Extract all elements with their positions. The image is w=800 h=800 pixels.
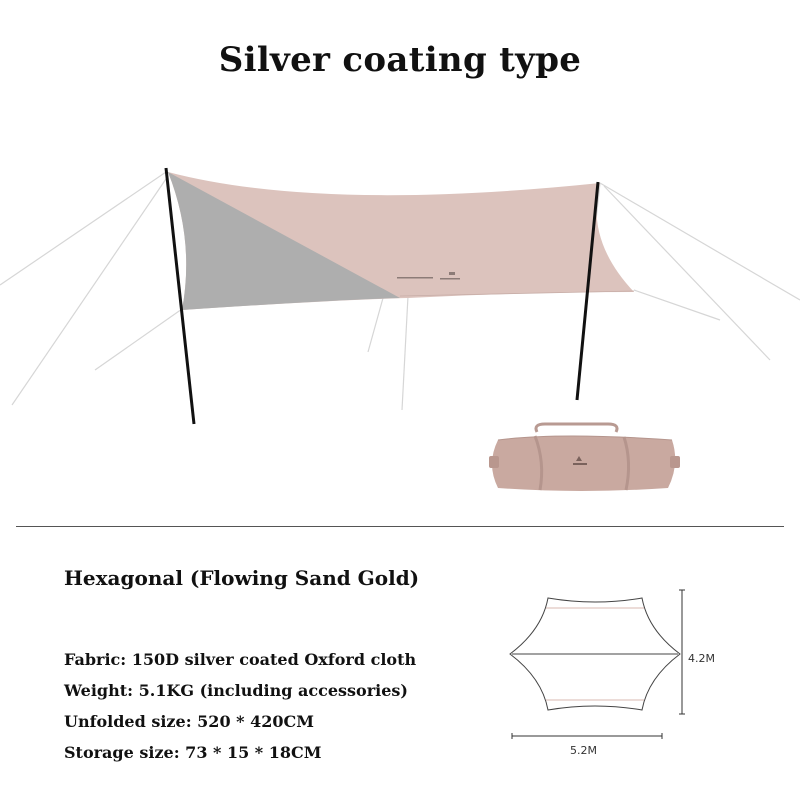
spec-fabric: Fabric: 150D silver coated Oxford cloth [64,650,417,669]
page-title: Silver coating type [218,40,582,80]
hexagon-dimension-diagram [500,580,740,760]
spec-weight: Weight: 5.1KG (including accessories) [64,681,408,700]
section-divider [16,526,784,527]
spec-unfolded-size: Unfolded size: 520 * 420CM [64,712,314,731]
product-name: Hexagonal (Flowing Sand Gold) [64,566,420,590]
height-dimension-label: 4.2M [688,652,715,665]
width-dimension-label: 5.2M [570,744,597,757]
storage-bag-illustration [489,424,680,491]
spec-storage-size: Storage size: 73 * 15 * 18CM [64,743,322,762]
spec-list [64,649,416,773]
